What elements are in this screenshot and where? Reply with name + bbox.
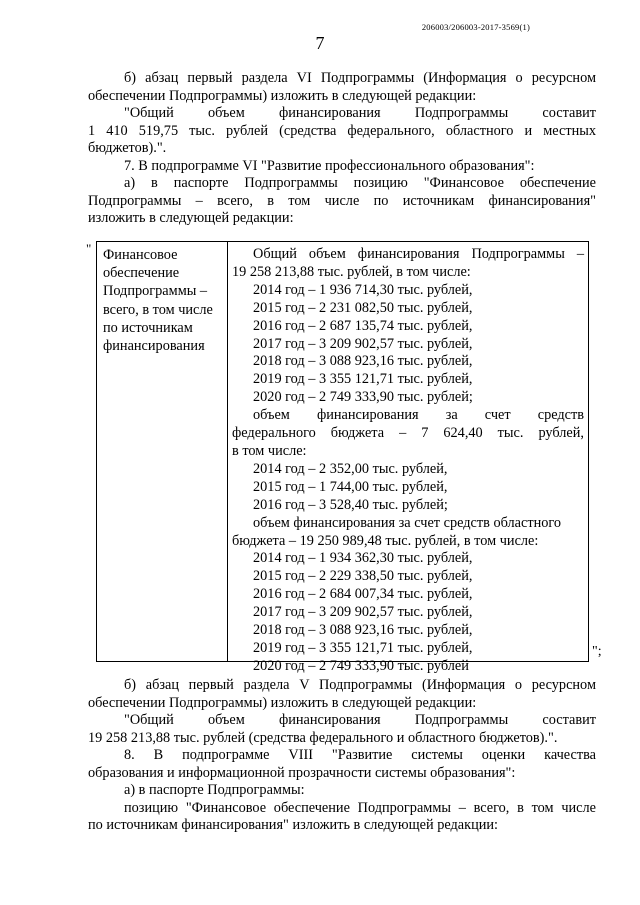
left-cell-line: по источникам bbox=[103, 319, 193, 336]
total-line: Общий объем финансирования Подпрограммы – bbox=[253, 246, 584, 262]
paragraph-line: Подпрограммы – всего, в том числе по источникам финансирования" bbox=[88, 192, 596, 209]
regional-line: объем финансирования за счет средств областного bbox=[253, 514, 562, 531]
table-left-cell bbox=[103, 246, 225, 355]
year-row: 2019 год – 3 355 121,71 тыс. рублей, bbox=[253, 639, 473, 656]
year-row: 2014 год – 1 936 714,30 тыс. рублей, bbox=[253, 281, 473, 298]
paragraph-line: обеспечении Подпрограммы) изложить в следующей редакции: bbox=[88, 694, 477, 711]
left-cell-line: всего, в том числе bbox=[103, 301, 213, 318]
bottom-text-block bbox=[88, 677, 596, 835]
paragraph-line: по источникам финансирования" изложить в следующей редакции: bbox=[88, 817, 498, 833]
federal-line: объем финансирования за счет средств bbox=[253, 407, 584, 424]
year-row: 2016 год – 2 684 007,34 тыс. рублей, bbox=[253, 586, 473, 603]
left-cell-line: обеспечение bbox=[103, 265, 180, 282]
column-divider bbox=[227, 242, 228, 661]
year-row: 2015 год – 2 231 082,50 тыс. рублей, bbox=[253, 299, 473, 316]
year-row: 2016 год – 3 528,40 тыс. рублей; bbox=[253, 496, 448, 513]
financing-table bbox=[96, 241, 589, 674]
paragraph-line: а) в паспорте Подпрограммы позицию "Финансовое обеспечение bbox=[124, 175, 596, 191]
year-row: 2019 год – 3 355 121,71 тыс. рублей, bbox=[253, 371, 473, 388]
paragraph-line: "Общий объем финансирования Подпрограммы составит bbox=[124, 105, 596, 121]
year-row: 2015 год – 1 744,00 тыс. рублей, bbox=[253, 478, 448, 495]
paragraph-line: "Общий объем финансирования Подпрограммы составит bbox=[124, 712, 596, 728]
paragraph-line: 1 410 519,75 тыс. рублей (средства федерального, областного и местных bbox=[88, 122, 596, 139]
left-cell-line: Финансовое bbox=[103, 247, 178, 263]
paragraph-line: обеспечении Подпрограммы) изложить в следующей редакции: bbox=[88, 87, 477, 104]
paragraph-line: 8. В подпрограмме VIII "Развитие системы оценки качества bbox=[124, 747, 596, 763]
year-row: 2017 год – 3 209 902,57 тыс. рублей, bbox=[253, 604, 473, 621]
paragraph-line: 19 258 213,88 тыс. рублей (средства федерального и областного бюджетов).". bbox=[88, 729, 558, 746]
regional-line: бюджета – 19 250 989,48 тыс. рублей, в том числе: bbox=[232, 532, 539, 549]
table-right-cell bbox=[232, 246, 584, 676]
paragraph-line: позицию "Финансовое обеспечение Подпрограммы – всего, в том числе bbox=[124, 799, 596, 816]
open-quote: " bbox=[86, 241, 92, 256]
federal-line: в том числе: bbox=[232, 442, 307, 459]
total-line: 19 258 213,88 тыс. рублей, в том числе: bbox=[232, 263, 471, 280]
year-row: 2020 год – 2 749 333,90 тыс. рублей bbox=[253, 657, 469, 674]
paragraph-line: образования и информационной прозрачности системы образования": bbox=[88, 764, 516, 781]
left-cell-line: финансирования bbox=[103, 338, 205, 355]
document-code: 206003/206003-2017-3569(1) bbox=[421, 22, 530, 32]
federal-line: федерального бюджета – 7 624,40 тыс. рублей, bbox=[232, 425, 584, 442]
paragraph-line: б) абзац первый раздела V Подпрограммы (Информация о ресурсном bbox=[124, 677, 596, 693]
year-row: 2020 год – 2 749 333,90 тыс. рублей; bbox=[253, 389, 473, 406]
page-number: 7 bbox=[315, 33, 325, 53]
left-cell-line: Подпрограммы – bbox=[103, 283, 208, 300]
year-row: 2018 год – 3 088 923,16 тыс. рублей, bbox=[253, 353, 473, 370]
year-row: 2017 год – 3 209 902,57 тыс. рублей, bbox=[253, 335, 473, 352]
top-text-block bbox=[88, 70, 596, 228]
year-row: 2014 год – 2 352,00 тыс. рублей, bbox=[253, 460, 448, 477]
year-row: 2015 год – 2 229 338,50 тыс. рублей, bbox=[253, 568, 473, 585]
close-quote: "; bbox=[592, 644, 602, 659]
paragraph-line: а) в паспорте Подпрограммы: bbox=[124, 782, 305, 798]
year-row: 2018 год – 3 088 923,16 тыс. рублей, bbox=[253, 622, 473, 639]
year-row: 2014 год – 1 934 362,30 тыс. рублей, bbox=[253, 550, 473, 567]
paragraph-line: бюджетов).". bbox=[88, 140, 167, 156]
paragraph-line: изложить в следующей редакции: bbox=[88, 210, 294, 226]
paragraph-line: 7. В подпрограмме VI "Развитие профессионального образования": bbox=[124, 157, 535, 174]
paragraph-line: б) абзац первый раздела VI Подпрограммы (Информация о ресурсном bbox=[124, 70, 596, 86]
year-row: 2016 год – 2 687 135,74 тыс. рублей, bbox=[253, 317, 473, 334]
